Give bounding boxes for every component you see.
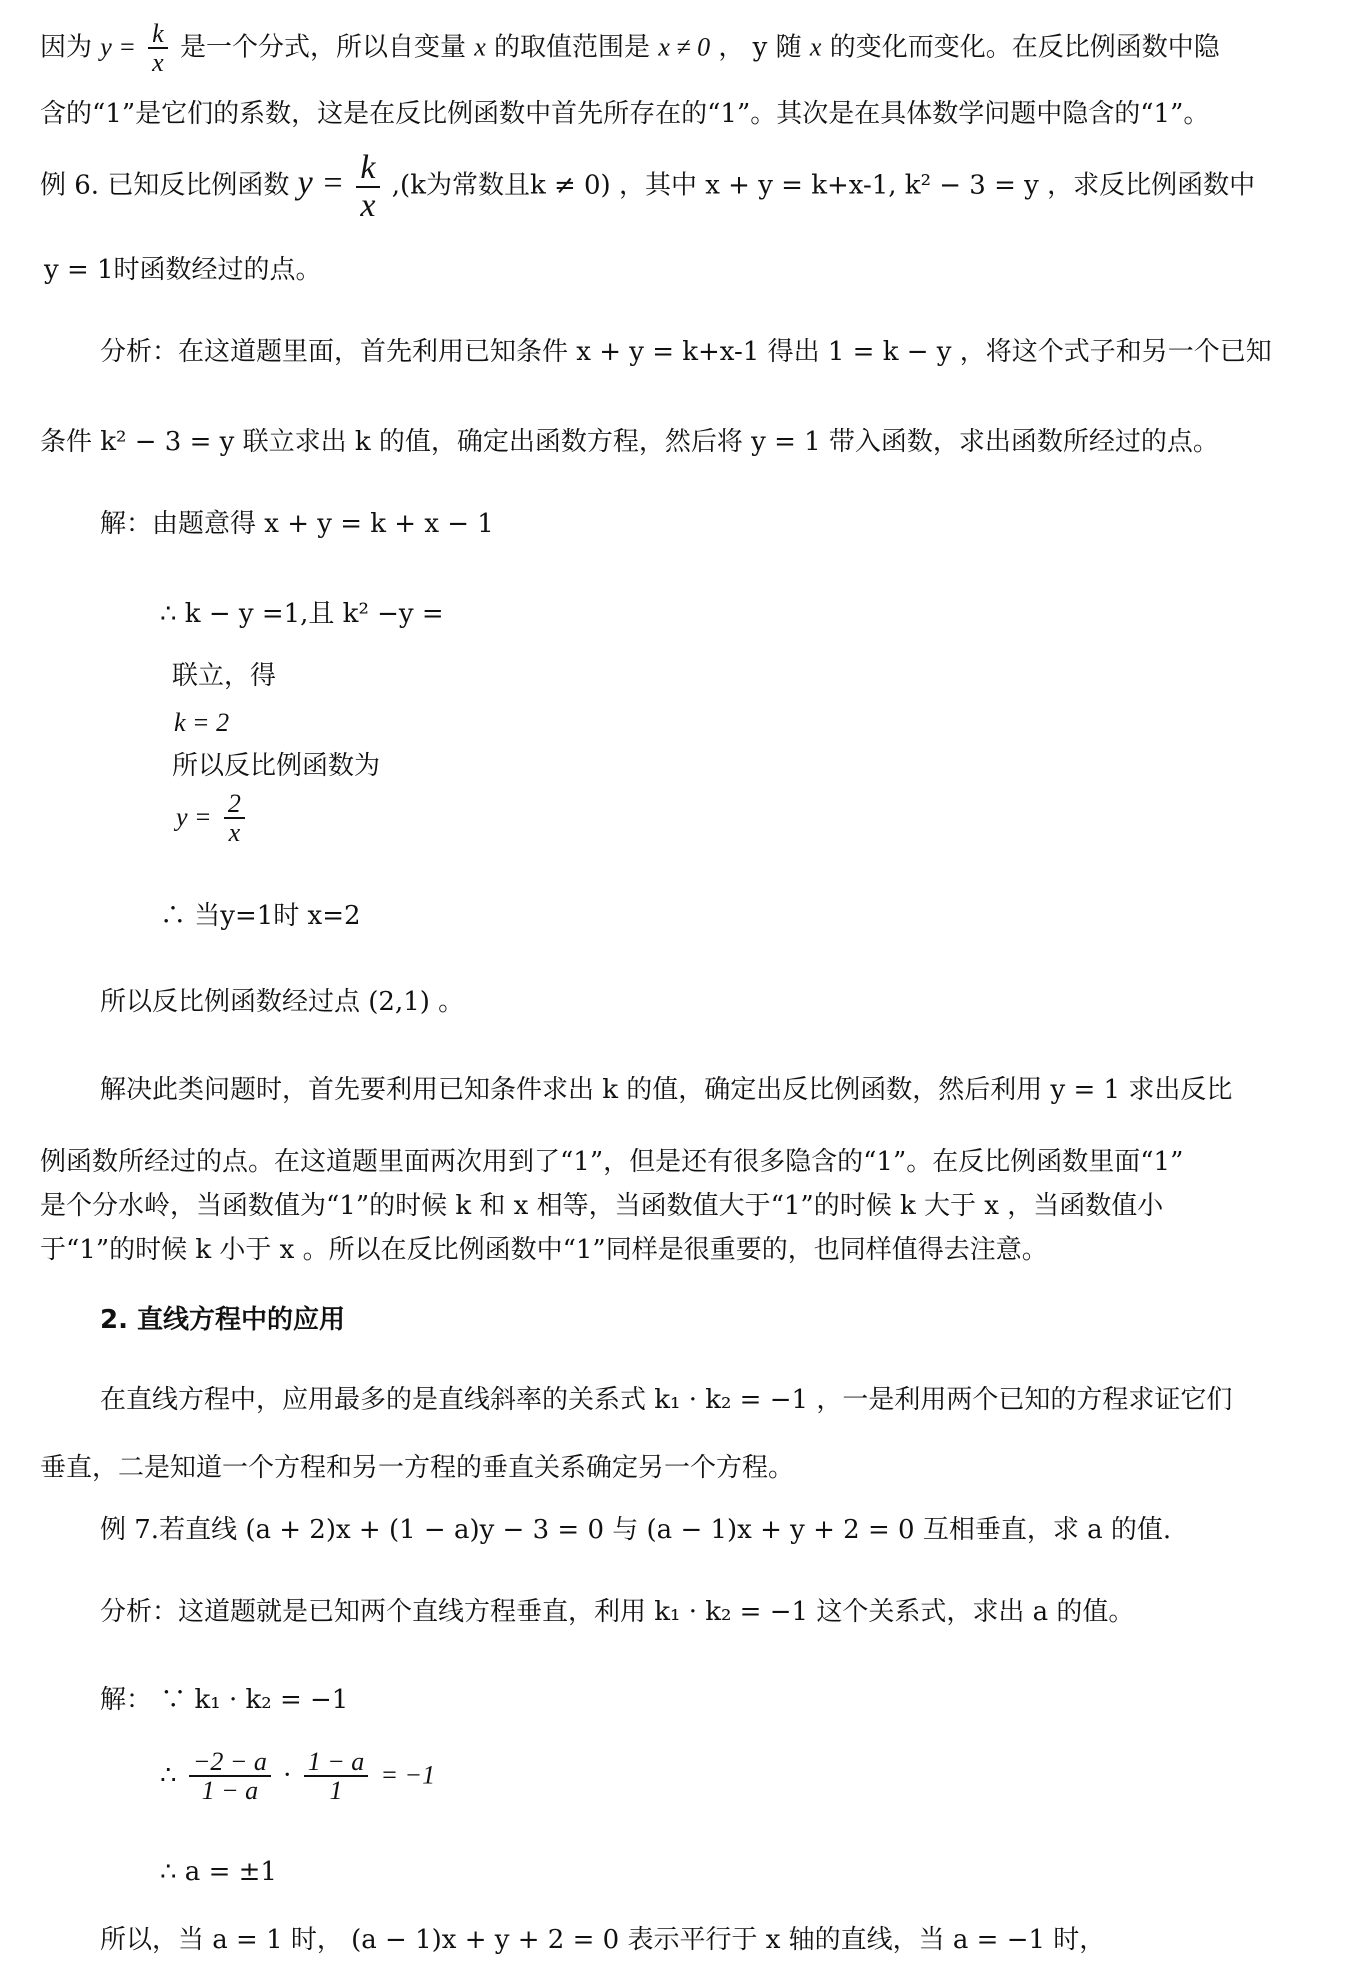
example-7-line: 例 7.若直线 (a + 2)x + (1 − a)y − 3 = 0 与 (a − 1)x + y + 2 = 0 互相垂直，求 a 的值. <box>100 1515 1172 1545</box>
solution-line-6 <box>176 790 249 847</box>
conclusion-line: 所以反比例函数经过点 (2,1) 。 <box>100 987 465 1017</box>
fraction-denominator: 1 <box>329 1776 343 1806</box>
paragraph-line-1: 解决此类问题时，首先要利用已知条件求出 k 的值，确定出反比例函数，然后利用 y = 1 求出反比 <box>100 1075 1233 1105</box>
fraction-2-over-x <box>224 790 245 847</box>
fraction-numerator: k <box>148 20 168 49</box>
example-6-line <box>40 150 1255 223</box>
fraction-denominator: x <box>360 186 376 224</box>
fraction-neg2-minus-a-over-1-minus-a <box>189 1748 271 1805</box>
solution-line-8: 解： ∵ k₁ · k₂ = −1 <box>100 1685 349 1715</box>
fraction-k-over-x <box>356 150 379 223</box>
math-y-eq: y = <box>176 802 212 832</box>
dot-operator: · <box>283 1760 292 1791</box>
solution-line-3: 联立，得 <box>172 661 277 691</box>
text-segment: 因为 <box>40 32 93 63</box>
paragraph-line-4: 于“1”的时候 k 小于 x 。所以在反比例函数中“1”同样是很重要的，也同样值得去注意。 <box>40 1235 1048 1265</box>
solution-line-1: 解：由题意得 x + y = k + x − 1 <box>100 509 494 539</box>
text-segment: 是一个分式，所以自变量 <box>179 32 466 63</box>
equals-neg-one: = −1 <box>380 1760 436 1790</box>
analysis-line-3: 分析：这道题就是已知两个直线方程垂直，利用 k₁ · k₂ = −1 这个关系式，求出 a 的值。 <box>100 1597 1135 1627</box>
final-line: 所以，当 a = 1 时， (a − 1)x + y + 2 = 0 表示平行于 x 轴的直线，当 a = −1 时， <box>100 1925 1106 1955</box>
math-y-eq: y = <box>100 32 136 62</box>
fraction-numerator: k <box>356 150 379 188</box>
fraction-k-over-x <box>148 20 168 77</box>
solution-line-4: k = 2 <box>174 708 230 737</box>
paragraph-line-6: 垂直，二是知道一个方程和另一方程的垂直关系确定另一个方程。 <box>40 1453 795 1483</box>
fraction-denominator: 1 − a <box>201 1776 259 1806</box>
math-x: x <box>474 32 486 62</box>
text-line-1 <box>40 20 1220 77</box>
solution-line-10: ∴ a = ±1 <box>160 1857 277 1887</box>
text-line-2: 含的“1”是它们的系数，这是在反比例函数中首先所存在的“1”。其次是在具体数学问题中隐含的“1”。 <box>40 99 1210 129</box>
analysis-line-1: 分析：在这道题里面，首先利用已知条件 x + y = k+x-1 得出 1 = k − y ，将这个式子和另一个已知 <box>100 337 1272 367</box>
therefore-symbol: ∴ <box>160 1760 177 1791</box>
fraction-denominator: x <box>228 818 241 848</box>
math-x: x <box>809 32 822 62</box>
text-line-4: y = 1时函数经过的点。 <box>44 255 322 285</box>
analysis-line-2: 条件 k² − 3 = y 联立求出 k 的值，确定出函数方程，然后将 y = 1 带入函数，求出函数所经过的点。 <box>40 427 1219 457</box>
paragraph-line-5: 在直线方程中，应用最多的是直线斜率的关系式 k₁ · k₂ = −1 ，一是利用两个已知的方程求证它们 <box>100 1385 1233 1415</box>
text-segment: ,(k为常数且k ≠ 0) ，其中 x + y = k+x-1, k² − 3 = y ，求反比例函数中 <box>391 170 1256 201</box>
math-y-eq: y = <box>297 164 345 202</box>
text-segment: ， y 随 <box>718 32 802 63</box>
section-heading: 2. 直线方程中的应用 <box>100 1305 346 1335</box>
fraction-1-minus-a-over-1 <box>304 1748 369 1805</box>
fraction-numerator: 2 <box>224 790 245 819</box>
fraction-numerator: 1 − a <box>304 1748 369 1777</box>
fraction-denominator: x <box>152 48 164 78</box>
fraction-numerator: −2 − a <box>189 1748 271 1777</box>
text-segment: 的取值范围是 <box>494 32 651 63</box>
math-x-neq-0: x ≠ 0 <box>658 32 711 62</box>
solution-line-9 <box>160 1748 435 1805</box>
text-segment: 的变化而变化。在反比例函数中隐 <box>829 32 1220 63</box>
solution-line-5: 所以反比例函数为 <box>172 751 381 781</box>
text-segment: 例 6. 已知反比例函数 <box>40 170 290 201</box>
solution-line-2: ∴ k − y =1,且 k² −y = <box>160 599 444 629</box>
paragraph-line-3: 是个分水岭，当函数值为“1”的时候 k 和 x 相等，当函数值大于“1”的时候 k 大于 x ，当函数值小 <box>40 1191 1164 1221</box>
solution-line-7: ∴ 当y=1时 x=2 <box>160 901 361 931</box>
paragraph-line-2: 例函数所经过的点。在这道题里面两次用到了“1”，但是还有很多隐含的“1”。在反比例函数里面“1” <box>40 1147 1184 1177</box>
